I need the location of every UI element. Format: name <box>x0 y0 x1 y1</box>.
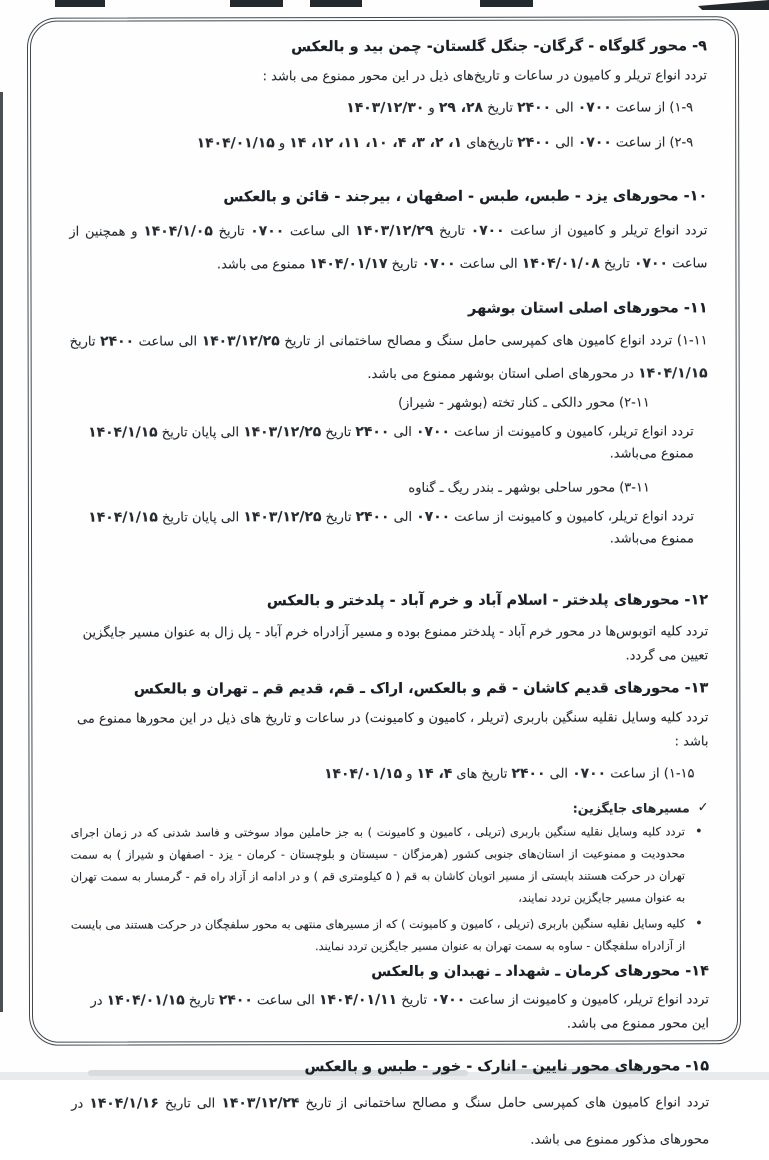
bullet-icon: • <box>695 916 703 932</box>
restriction-paragraph: تردد کلیه اتوبوس‌ها در محور خرم آباد - پلدختر ممنوع بوده و مسیر آزادراه خرم آباد - پل زال به عنوان مسیر جایگزین تعیین می گردد. <box>82 624 709 664</box>
section-10 <box>69 186 707 281</box>
restriction-paragraph: تردد انواع تریلر و کامیون از ساعت ۰۷۰۰ تاریخ ۱۴۰۳/۱۲/۲۹ الی ساعت ۰۷۰۰ تاریخ ۱۴۰۴/۱/۰۵ و همچنین از ساعت ۰۷۰۰ تاریخ ۱۴۰۴/۰۱/۰۸ الی ساعت ۰۷۰۰ تاریخ ۱۴۰۴/۰۱/۱۷ ممنوع می باشد. <box>69 222 708 273</box>
section-14 <box>71 961 709 1037</box>
bullet-icon: • <box>694 824 703 840</box>
section-13-title: ۱۳- محورهای قدیم کاشان - قم و بالعکس، اراک ـ قم، قدیم قم ـ تهران و بالعکس <box>133 680 709 698</box>
bullet-item <box>71 821 709 910</box>
date-restriction-item: ۱-۱۱) تردد انواع کامیون های کمپرسی حامل سنگ و مصالح ساختمانی از تاریخ ۱۴۰۳/۱۲/۲۵ الی ساعت ۲۴۰۰ تاریخ ۱۴۰۴/۱/۱۵ در محورهای اصلی استان بوشهر ممنوع می باشد. <box>69 333 708 383</box>
section-10-title: ۱۰- محورهای یزد - طبس، طبس - اصفهان ، بیرجند - قائن و بالعکس <box>223 188 708 206</box>
sub-route-title: ۲-۱۱) محور دالکی ـ کنار تخته (بوشهر - شیراز) <box>398 395 650 411</box>
scan-artifact <box>698 0 769 10</box>
date-restriction-item: ۱-۹) از ساعت ۰۷۰۰ الی ۲۴۰۰ تاریخ ۲۸، ۲۹ و ۱۴۰۳/۱۲/۳۰ <box>346 99 694 117</box>
scan-artifact <box>480 0 533 7</box>
scan-edge-artifact <box>0 92 3 1012</box>
bullet-text: تردد کلیه وسایل نقلیه سنگین باربری (تریلی ، کامیون و کامیونت ) به جز حاملین مواد سوختی و فاسد شدنی که در زمان اجرای محدودیت و ممنوعیت از استان‌های جنوبی کشور (هرمزگان - سیستان و بلوچستان - کرمان - یزد - اصفهان و شیراز ) به سمت تهران در حرکت هستند بایستی از مسیر اتوبان کاشان به قم ( ۵ کیلومتری قم ) و در ادامه از آزاد راه قم - گرمسار به سمت تهران به عنوان مسیر جایگزین تردد نمایند، <box>70 825 686 905</box>
section-13 <box>70 678 709 958</box>
section-9-intro: تردد انواع تریلر و کامیون در ساعات و تاریخ‌های ذیل در این محور ممنوع می باشد : <box>262 68 708 85</box>
restriction-paragraph: تردد انواع کامیون های کمپرسی حامل سنگ و مصالح ساختمانی از تاریخ ۱۴۰۳/۱۲/۲۴ الی تاریخ ۱۴۰۴/۱/۱۶ در محورهای مذکور ممنوع می باشد. <box>71 1095 710 1148</box>
sub-route-title: ۳-۱۱) محور ساحلی بوشهر ـ بندر ریگ ـ گناوه <box>408 480 650 496</box>
document-frame <box>27 16 741 1148</box>
date-restriction-item: ۱-۱۵) از ساعت ۰۷۰۰ الی ۲۴۰۰ تاریخ های ۴، ۱۴ و ۱۴۰۴/۰۱/۱۵ <box>324 765 695 783</box>
restriction-paragraph: تردد انواع تریلر، کامیون و کامیونت از ساعت ۰۷۰۰ الی ۲۴۰۰ تاریخ ۱۴۰۳/۱۲/۲۵ الی پایان تاریخ ۱۴۰۴/۱/۱۵ ممنوع می‌باشد. <box>88 423 694 462</box>
section-15-title: ۱۵- محورهای محور نایین - انارک - خور - طبس و بالعکس <box>304 1058 710 1076</box>
section-12-title: ۱۲- محورهای پلدختر - اسلام آباد و خرم آباد - پلدختر و بالعکس <box>266 592 709 610</box>
section-9-title: ۹- محور گلوگاه - گرگان- جنگل گلستان- چمن بید و بالعکس <box>291 38 708 56</box>
section-13-intro: تردد کلیه وسایل نقلیه سنگین باربری (تریلر ، کامیون و کامیونت) در ساعات و تاریخ های ذیل در این محورها ممنوع می باشد : <box>76 710 709 750</box>
date-restriction-item: ۲-۹) از ساعت ۰۷۰۰ الی ۲۴۰۰ تاریخ‌های ۱، ۲، ۳، ۴، ۱۰، ۱۱، ۱۲، ۱۴ و ۱۴۰۴/۰۱/۱۵ <box>196 134 694 152</box>
scan-artifact <box>230 0 283 7</box>
alt-routes-label-row <box>71 799 709 818</box>
section-11 <box>70 298 709 551</box>
restriction-paragraph: تردد انواع تریلر، کامیون و کامیونت از ساعت ۰۷۰۰ تاریخ ۱۴۰۴/۰۱/۱۱ الی ساعت ۲۴۰۰ تاریخ ۱۴۰۴/۰۱/۱۵ در این محور ممنوع می باشد. <box>90 991 710 1032</box>
scan-artifact <box>55 0 105 7</box>
bullet-text: کلیه وسایل نقلیه سنگین باربری (تریلی ، کامیون و کامیونت ) که از مسیرهای منتهی به محور سلفچگان در حرکت هستند می بایست از آزادراه سلفچگان - ساوه به سمت تهران به عنوان مسیر جایگزین تردد نمایند. <box>70 917 686 954</box>
section-14-title: ۱۴- محورهای کرمان ـ شهداد ـ نهبدان و بالعکس <box>371 963 709 981</box>
restriction-paragraph: تردد انواع تریلر، کامیون و کامیونت از ساعت ۰۷۰۰ الی ۲۴۰۰ تاریخ ۱۴۰۳/۱۲/۲۵ الی پایان تاریخ ۱۴۰۴/۱/۱۵ ممنوع می‌باشد. <box>88 508 695 547</box>
bullet-item <box>71 913 709 958</box>
check-icon: ✓ <box>697 800 709 816</box>
section-12 <box>70 590 708 669</box>
document-content <box>31 20 737 1148</box>
section-9 <box>69 36 707 155</box>
section-11-title: ۱۱- محورهای اصلی استان بوشهر <box>468 300 708 317</box>
section-15 <box>71 1056 709 1159</box>
alt-routes-label: مسیرهای جایگزین: <box>572 800 690 816</box>
scan-artifact <box>310 0 362 7</box>
